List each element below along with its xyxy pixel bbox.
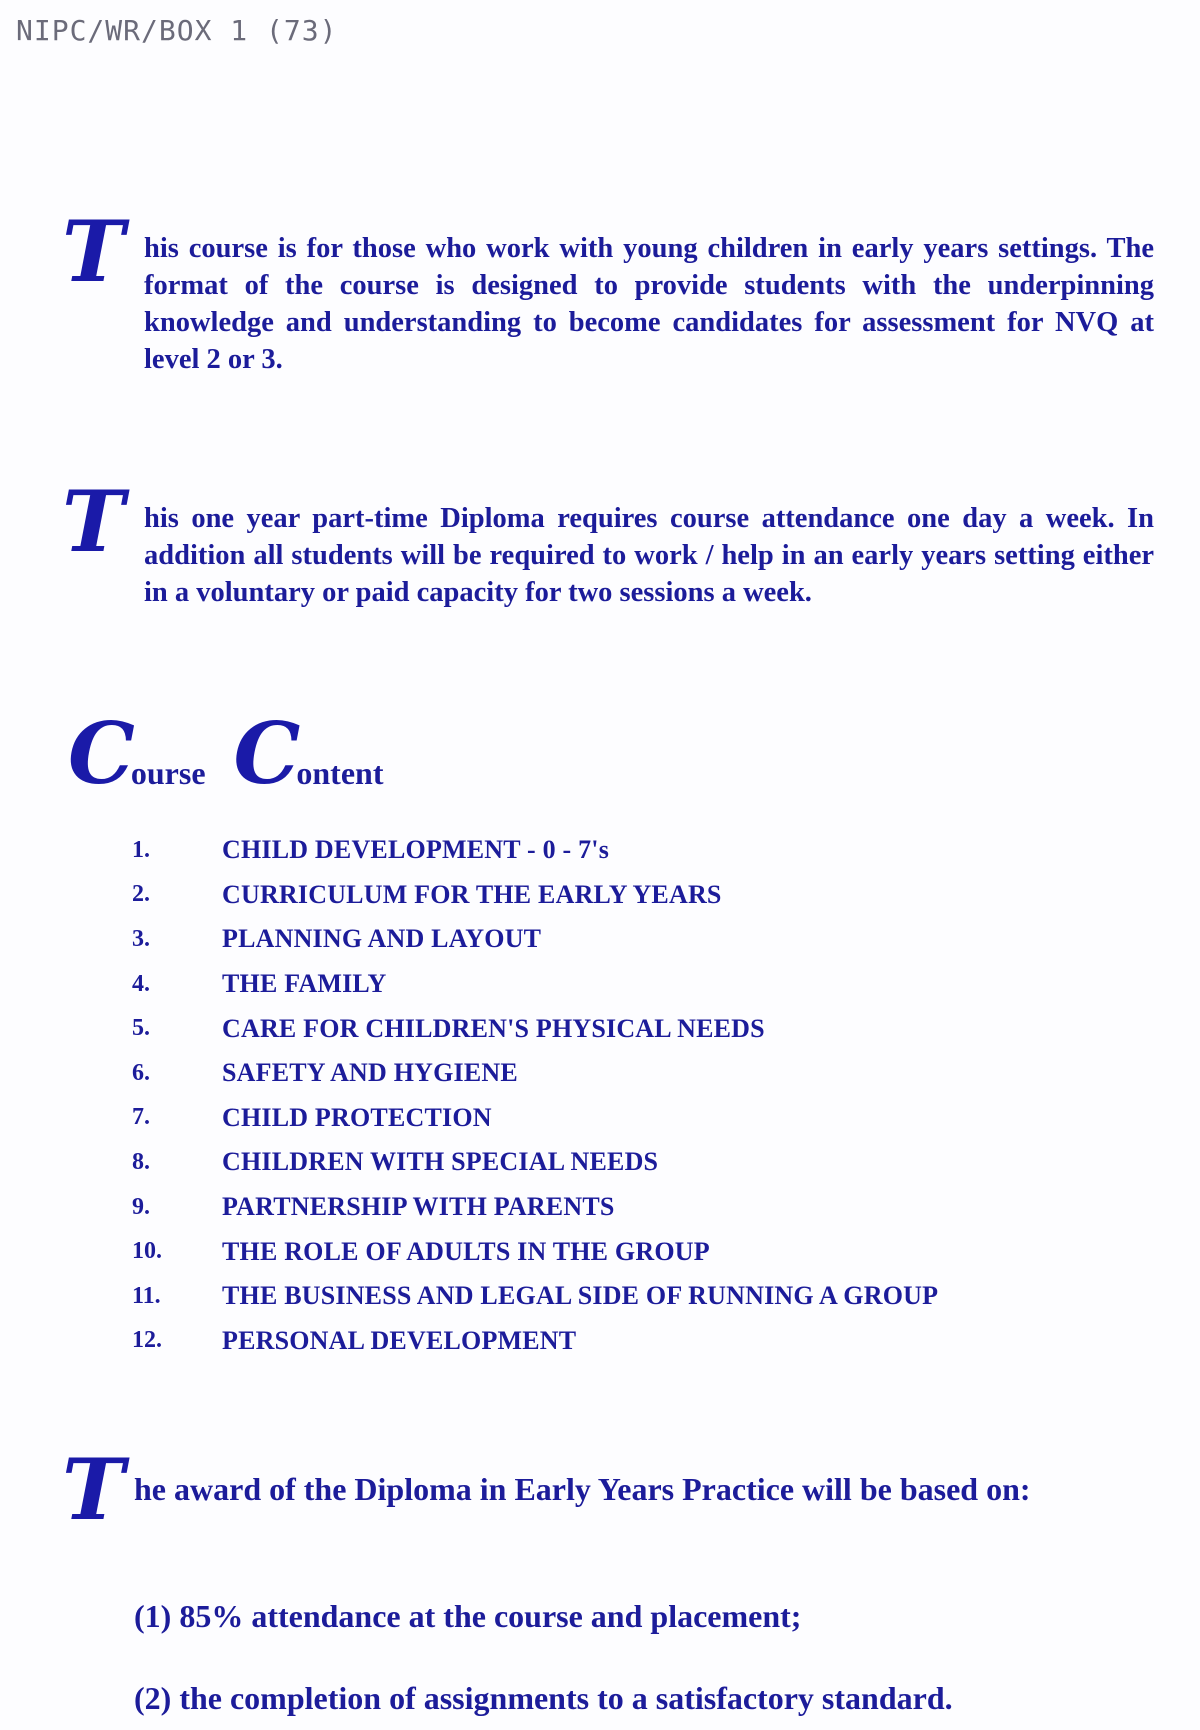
list-item-number: 6.	[132, 1059, 150, 1086]
award-criterion-1: (1) 85% attendance at the course and placement;	[134, 1598, 802, 1634]
list-item	[132, 1006, 938, 1051]
list-item	[132, 1274, 938, 1319]
list-item-number: 10.	[132, 1238, 162, 1265]
list-item	[132, 1229, 938, 1274]
list-item-number: 3.	[132, 925, 150, 952]
diploma-text: his one year part-time Diploma requires course attendance one day a week. In addition all students will be required to work / help in an early years setting either in a voluntary or paid capacity for two sessions a week.	[144, 503, 1154, 608]
list-item	[132, 962, 938, 1007]
list-item-label: CARE FOR CHILDREN'S PHYSICAL NEEDS	[222, 1013, 765, 1043]
list-item	[132, 1185, 938, 1230]
heading-course-rest: ourse	[130, 755, 206, 791]
heading-content-rest: ontent	[296, 755, 384, 791]
list-item	[132, 1140, 938, 1185]
list-item-number: 4.	[132, 970, 150, 997]
heading-content-cap: C	[233, 704, 301, 803]
list-item	[132, 917, 938, 962]
list-item-number: 9.	[132, 1193, 150, 1220]
award-paragraph	[62, 1440, 1154, 1539]
list-item	[132, 1096, 938, 1141]
intro-drop-cap: T	[62, 202, 125, 301]
list-item-label: CHILD DEVELOPMENT - 0 - 7's	[222, 835, 610, 865]
list-item-label: CHILD PROTECTION	[222, 1102, 492, 1132]
list-item-number: 12.	[132, 1327, 162, 1354]
heading-course-cap: C	[68, 704, 135, 803]
award-drop-cap: T	[62, 1440, 125, 1539]
diploma-drop-cap: T	[62, 472, 125, 571]
list-item-label: SAFETY AND HYGIENE	[222, 1058, 518, 1088]
award-criterion-2: (2) the completion of assignments to a satisfactory standard.	[134, 1680, 953, 1716]
list-item	[132, 1051, 938, 1096]
list-item	[132, 828, 938, 873]
heading-word-course	[68, 704, 206, 803]
archive-reference-handwritten: NIPC/WR/BOX 1 (73)	[16, 14, 338, 47]
list-item-number: 11.	[132, 1282, 161, 1309]
list-item-number: 5.	[132, 1015, 150, 1042]
list-item-number: 1.	[132, 836, 150, 863]
list-item	[132, 873, 938, 918]
diploma-paragraph	[62, 472, 1154, 611]
list-item	[132, 1319, 938, 1364]
list-item-number: 7.	[132, 1104, 150, 1131]
award-text: he award of the Diploma in Early Years Practice will be based on:	[134, 1471, 1031, 1507]
heading-word-content	[233, 704, 384, 803]
list-item-label: CURRICULUM FOR THE EARLY YEARS	[222, 879, 722, 909]
list-item-label: THE ROLE OF ADULTS IN THE GROUP	[222, 1236, 710, 1266]
list-item-label: THE FAMILY	[222, 969, 387, 999]
list-item-label: CHILDREN WITH SPECIAL NEEDS	[222, 1147, 659, 1177]
course-content-list	[132, 828, 938, 1363]
list-item-label: PARTNERSHIP WITH PARENTS	[222, 1192, 615, 1222]
list-item-label: THE BUSINESS AND LEGAL SIDE OF RUNNING A GROUP	[222, 1281, 939, 1311]
list-item-number: 2.	[132, 881, 150, 908]
list-item-number: 8.	[132, 1148, 150, 1175]
list-item-label: PLANNING AND LAYOUT	[222, 924, 542, 954]
list-item-label: PERSONAL DEVELOPMENT	[222, 1325, 577, 1355]
course-content-heading	[68, 704, 384, 803]
intro-text: his course is for those who work with young children in early years settings. The format of the course is designed to provide students with the underpinning knowledge and understanding to become candidates for assessment for NVQ at level 2 or 3.	[144, 233, 1154, 375]
intro-paragraph	[62, 202, 1154, 378]
